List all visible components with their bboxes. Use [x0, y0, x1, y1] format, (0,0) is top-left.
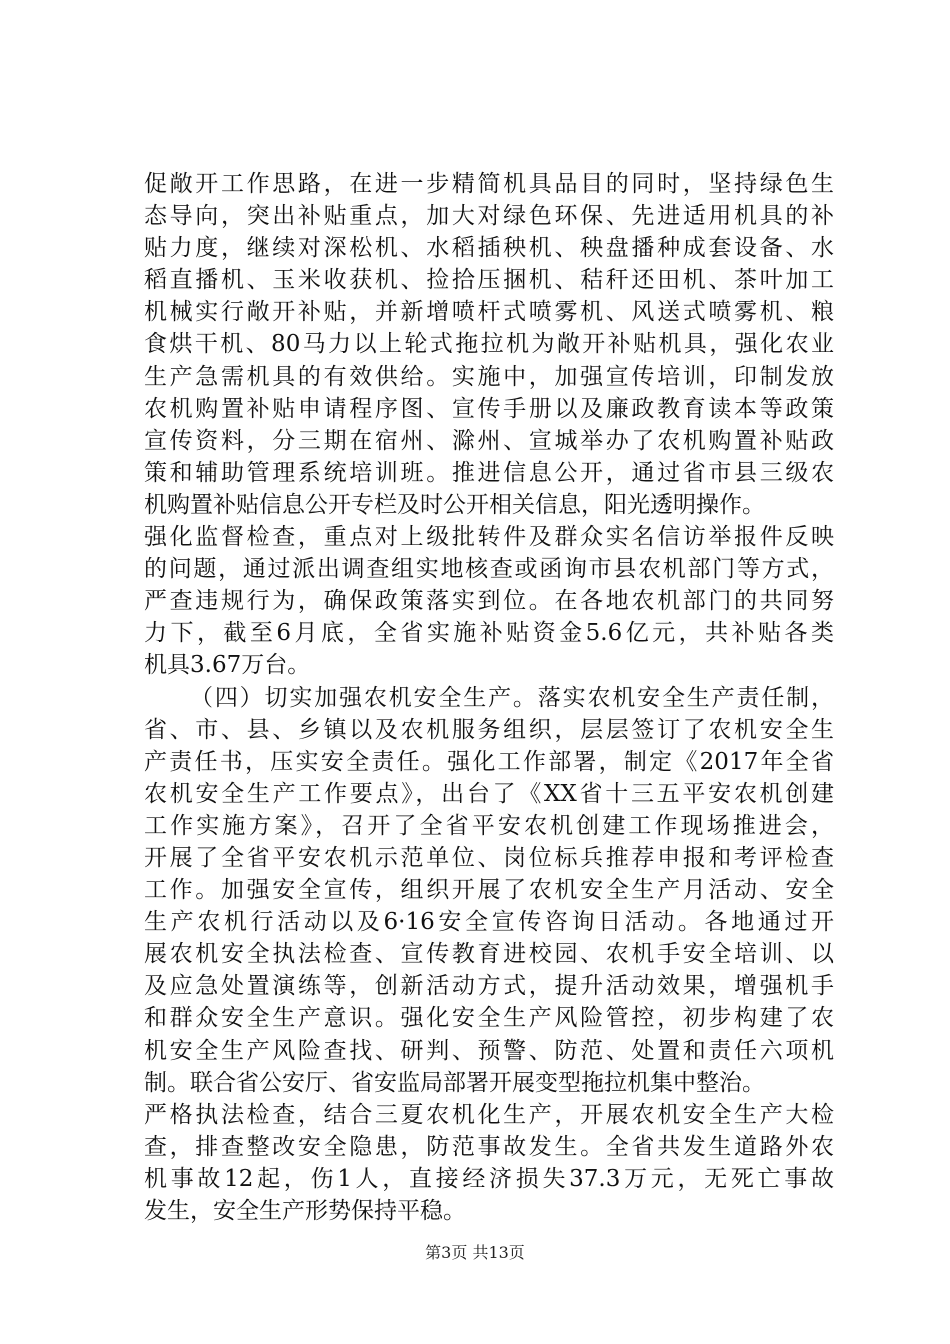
text-line: 农机购置补贴申请程序图、宣传手册以及廉政教育读本等政策	[144, 395, 834, 422]
text-line: 贴力度，继续对深松机、水稻插秧机、秧盘播种成套设备、水	[144, 235, 834, 262]
text-line: 严查违规行为，确保政策落实到位。在各地农机部门的共同努	[144, 588, 834, 615]
text-line: 态导向，突出补贴重点，加大对绿色环保、先进适用机具的补	[144, 203, 834, 230]
text-line: 查，排查整改安全隐患，防范事故发生。全省共发生道路外农	[144, 1133, 834, 1160]
text-line: 机事故12起，伤1人，直接经济损失37.3万元，无死亡事故	[144, 1165, 834, 1192]
text-line: 生产农机行活动以及6·16安全宣传咨询日活动。各地通过开	[144, 909, 834, 936]
text-line: 发生，安全生产形势保持平稳。	[144, 1198, 466, 1224]
text-line: 的问题，通过派出调查组实地核查或函询市县农机部门等方式，	[144, 556, 834, 583]
text-line: 机购置补贴信息公开专栏及时公开相关信息，阳光透明操作。	[144, 491, 765, 518]
text-line: 策和辅助管理系统培训班。推进信息公开，通过省市县三级农	[144, 459, 834, 486]
text-line: 产责任书，压实安全责任。强化工作部署，制定《2017年全省	[144, 748, 834, 775]
text-line: 稻直播机、玉米收获机、捡拾压捆机、秸秆还田机、茶叶加工	[144, 267, 834, 294]
text-line: 和群众安全生产意识。强化安全生产风险管控，初步构建了农	[144, 1005, 834, 1032]
text-line: 工作。加强安全宣传，组织开展了农机安全生产月活动、安全	[144, 877, 834, 904]
text-line: 严格执法检查，结合三夏农机化生产，开展农机安全生产大检	[144, 1101, 834, 1128]
text-line: 农机安全生产工作要点》，出台了《XX省十三五平安农机创建	[144, 780, 834, 807]
text-line: 力下，截至6月底，全省实施补贴资金5.6亿元，共补贴各类	[144, 620, 834, 647]
text-line: 制。联合省公安厅、省安监局部署开展变型拖拉机集中整治。	[144, 1069, 765, 1096]
text-line: 工作实施方案》，召开了全省平安农机创建工作现场推进会，	[144, 812, 834, 839]
text-line: 生产急需机具的有效供给。实施中，加强宣传培训，印制发放	[144, 363, 834, 390]
text-line: 展农机安全执法检查、宣传教育进校园、农机手安全培训、以	[144, 941, 834, 968]
text-line: 机具3.67万台。	[144, 652, 311, 679]
page-number-footer: 第3页 共13页	[425, 1243, 525, 1262]
text-line: 促敞开工作思路，在进一步精简机具品目的同时，坚持绿色生	[144, 171, 834, 197]
section-heading-line: （四）切实加强农机安全生产。落实农机安全生产责任制，	[190, 684, 834, 711]
text-line: 宣传资料，分三期在宿州、滁州、宣城举办了农机购置补贴政	[144, 427, 834, 454]
text-line: 及应急处置演练等，创新活动方式，提升活动效果，增强机手	[144, 973, 834, 1000]
text-line: 食烘干机、80马力以上轮式拖拉机为敞开补贴机具，强化农业	[144, 331, 834, 358]
text-line: 强化监督检查，重点对上级批转件及群众实名信访举报件反映	[144, 524, 834, 551]
text-line: 机械实行敞开补贴，并新增喷杆式喷雾机、风送式喷雾机、粮	[144, 299, 834, 326]
document-body	[144, 168, 834, 1227]
text-line: 省、市、县、乡镇以及农机服务组织，层层签订了农机安全生	[144, 716, 834, 743]
text-line: 机安全生产风险查找、研判、预警、防范、处置和责任六项机	[144, 1037, 834, 1064]
text-line: 开展了全省平安农机示范单位、岗位标兵推荐申报和考评检查	[144, 844, 834, 871]
